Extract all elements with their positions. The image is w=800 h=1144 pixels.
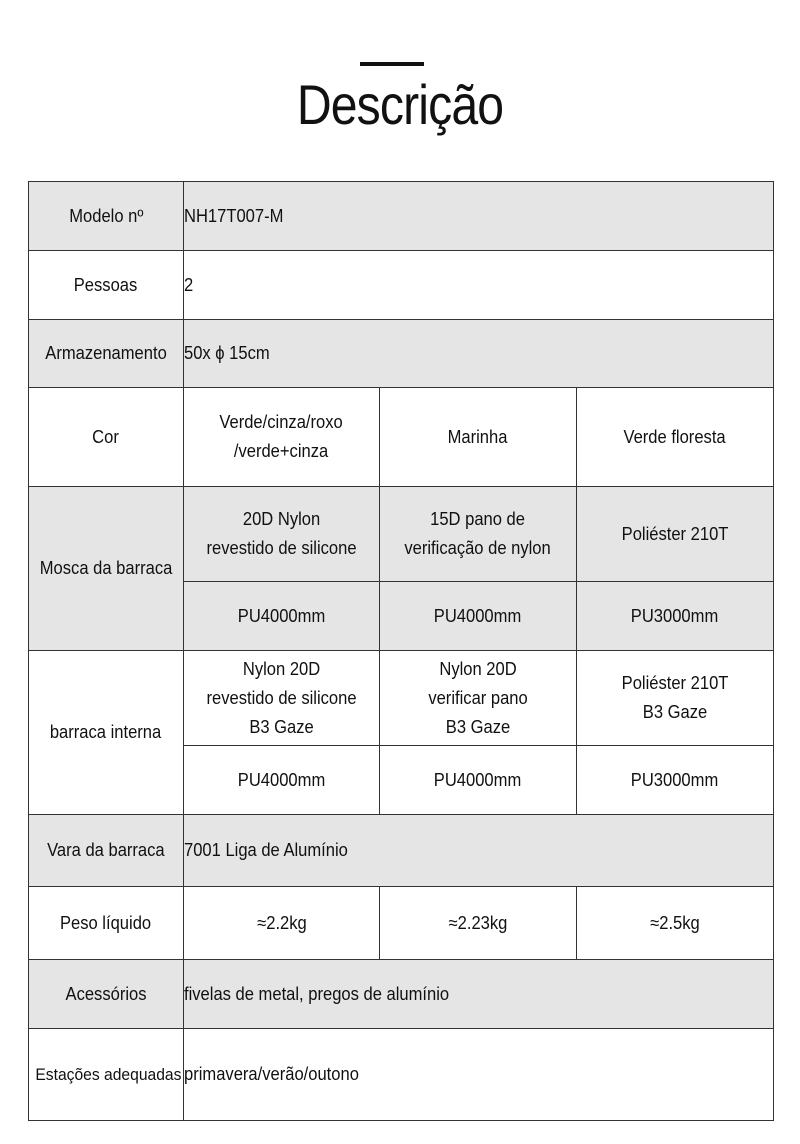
peso-cell-3: ≈2.5kg bbox=[577, 887, 774, 960]
mosca-material-2: 15D pano de verificação de nylon bbox=[380, 487, 577, 582]
interna-material-1: Nylon 20D revestido de silicone B3 Gaze bbox=[184, 651, 380, 746]
row-label: Estações adequadas bbox=[29, 1029, 184, 1121]
row-label: barraca interna bbox=[29, 651, 184, 815]
title-underline bbox=[360, 62, 424, 66]
cor-cell-1: Verde/cinza/roxo /verde+cinza bbox=[184, 388, 380, 487]
table-row-pessoas bbox=[29, 251, 774, 320]
mosca-pu-1: PU4000mm bbox=[184, 582, 380, 651]
table-row-estacoes bbox=[29, 1029, 774, 1121]
row-label: Cor bbox=[29, 388, 184, 487]
table-row-interna-material bbox=[29, 651, 774, 746]
table-row-acessorios bbox=[29, 960, 774, 1029]
table-row-armazenamento bbox=[29, 320, 774, 388]
peso-cell-2: ≈2.23kg bbox=[380, 887, 577, 960]
cor-cell-3: Verde floresta bbox=[577, 388, 774, 487]
row-label: Modelo nº bbox=[29, 182, 184, 251]
interna-pu-1: PU4000mm bbox=[184, 746, 380, 815]
row-label: Peso líquido bbox=[29, 887, 184, 960]
row-value: 2 bbox=[184, 251, 774, 320]
row-label: Mosca da barraca bbox=[29, 487, 184, 651]
mosca-pu-3: PU3000mm bbox=[577, 582, 774, 651]
row-value: primavera/verão/outono bbox=[184, 1029, 774, 1121]
cor-cell-2: Marinha bbox=[380, 388, 577, 487]
table-row-cor bbox=[29, 388, 774, 487]
peso-cell-1: ≈2.2kg bbox=[184, 887, 380, 960]
table-row-peso bbox=[29, 887, 774, 960]
row-label: Acessórios bbox=[29, 960, 184, 1029]
page-title: Descrição bbox=[296, 73, 504, 136]
interna-pu-2: PU4000mm bbox=[380, 746, 577, 815]
interna-pu-3: PU3000mm bbox=[577, 746, 774, 815]
row-value: NH17T007-M bbox=[184, 182, 774, 251]
row-value: 50x ϕ 15cm bbox=[184, 320, 774, 388]
mosca-material-1: 20D Nylon revestido de silicone bbox=[184, 487, 380, 582]
row-label: Pessoas bbox=[29, 251, 184, 320]
interna-material-3: Poliéster 210T B3 Gaze bbox=[577, 651, 774, 746]
row-value: 7001 Liga de Alumínio bbox=[184, 815, 774, 887]
row-value: fivelas de metal, pregos de alumínio bbox=[184, 960, 774, 1029]
table-row-mosca-material bbox=[29, 487, 774, 582]
row-label: Vara da barraca bbox=[29, 815, 184, 887]
table-row-modelo bbox=[29, 182, 774, 251]
row-label: Armazenamento bbox=[29, 320, 184, 388]
spec-table bbox=[28, 181, 774, 1121]
table-row-vara bbox=[29, 815, 774, 887]
mosca-pu-2: PU4000mm bbox=[380, 582, 577, 651]
mosca-material-3: Poliéster 210T bbox=[577, 487, 774, 582]
interna-material-2: Nylon 20D verificar pano B3 Gaze bbox=[380, 651, 577, 746]
